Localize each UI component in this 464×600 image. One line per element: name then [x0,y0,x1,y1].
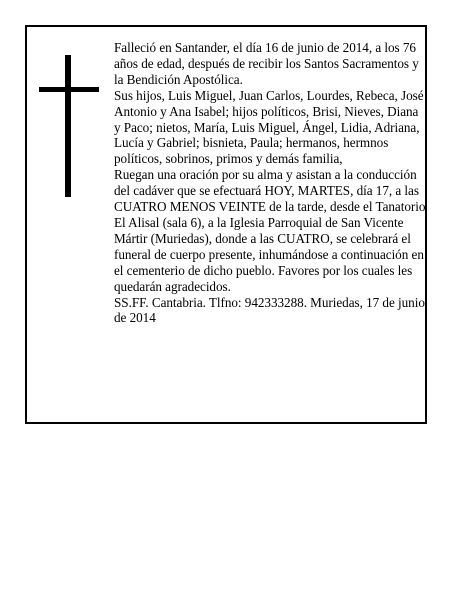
funeral-details-paragraph: Ruegan una oración por su alma y asistan a la conducción del cadáver que se efectuará HOY, MARTES, día 17, a las CUATRO MENOS VEINTE de la tarde, desde el Tanatorio El Alisal (sala 6), a la Iglesia Parroquial de San Vicente Mártir (Muriedas), donde a las CUATRO, se celebrará el funeral de cuerpo presente, inhumándose a continuación en el cementerio de dicho pueblo. Favores por los cuales les quedarán agradecidos. [114,167,426,294]
family-paragraph: Sus hijos, Luis Miguel, Juan Carlos, Lourdes, Rebeca, José Antonio y Ana Isabel; hijos políticos, Brisi, Nieves, Diana y Paco; nietos, María, Luis Miguel, Ángel, Lidia, Adriana, Lucía y Gabriel; bisnieta, Paula; hermanos, hermnos políticos, sobrinos, primos y demás familia, [114,87,424,167]
latin-cross-icon [39,55,99,197]
notice-body [114,40,426,326]
funeral-home-contact-paragraph: SS.FF. Cantabria. Tlfno: 942333288. Muriedas, 17 de junio de 2014 [114,294,425,326]
cross-vertical-bar [65,55,71,197]
cross-horizontal-bar [39,87,99,92]
obituary-notice [25,25,427,424]
death-announcement-paragraph: Falleció en Santander, el día 16 de junio de 2014, a los 76 años de edad, después de recibir los Santos Sacramentos y la Bendición Apostólica. [114,40,419,87]
